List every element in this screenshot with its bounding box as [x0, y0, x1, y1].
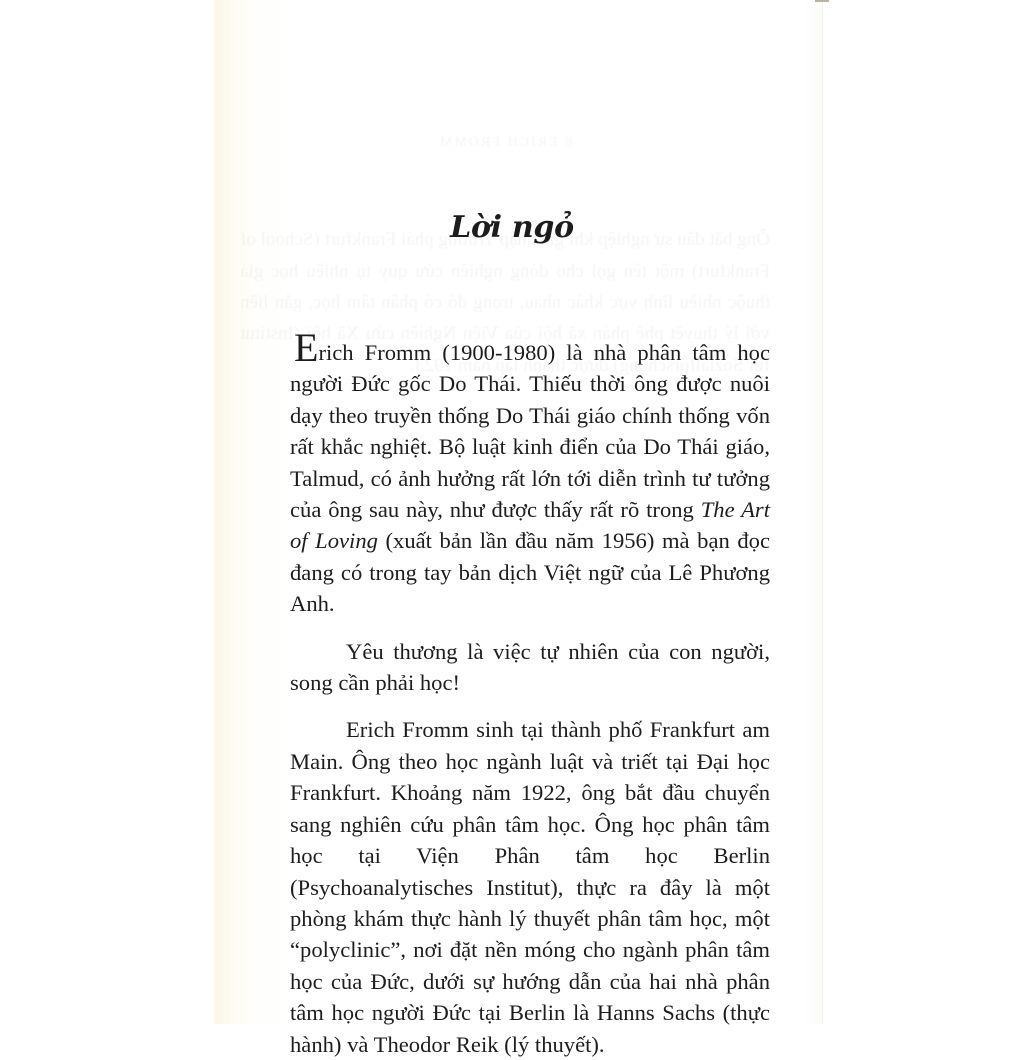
paragraph-3: Erich Fromm sinh tại thành phố Frankfurt am Main. Ông theo học ngành luật và triết tại Đại học Frankfurt. Khoảng năm 1922, ông bắt đầu chuyển sang nghiên cứu phân tâm học. Ông học phân tâm học tại Viện Phân tâm học Berlin (Psychoanalytisches Institut), thực ra đây là một phòng khám thực hành lý thuyết phân tâm học, một “polyclinic”, nơi đặt nền móng cho ngành phân tâm học của Đức, dưới sự hướng dẫn của hai nhà phân tâm học người Đức tại Berlin là Hanns Sachs (thực hành) và Theodor Reik (lý thuyết). — [290, 717, 770, 1057]
book-title-italic: The Art of Loving — [290, 497, 770, 554]
page-title: Lời ngỏ — [450, 210, 574, 246]
next-page-edge — [815, 0, 829, 2]
ghost-header — [240, 127, 770, 158]
paragraph-1-text-b: (xuất bản lần đầu năm 1956) mà bạn đọc đang có trong tay bản dịch Việt ngữ của Lê Phương Anh. — [290, 528, 771, 617]
paragraph-1-text-a: rich Fromm (1900-1980) là nhà phân tâm học người Đức gốc Do Thái. Thiếu thời ông được nuôi dạy theo truyền thống Do Thái giáo chính thống vốn rất khắc nghiệt. Bộ luật kinh điển của Do Thái giáo, Talmud, có ảnh hưởng rất lớn tới diễn trình tư tưởng của ông sau này, như được thấy rất rõ trong — [290, 340, 770, 523]
paragraph-1 — [290, 325, 771, 620]
drop-cap: E — [294, 325, 319, 370]
preface-body — [290, 325, 771, 1060]
paragraph-2: Yêu thương là việc tự nhiên của con người, song cần phải học! — [290, 638, 770, 696]
